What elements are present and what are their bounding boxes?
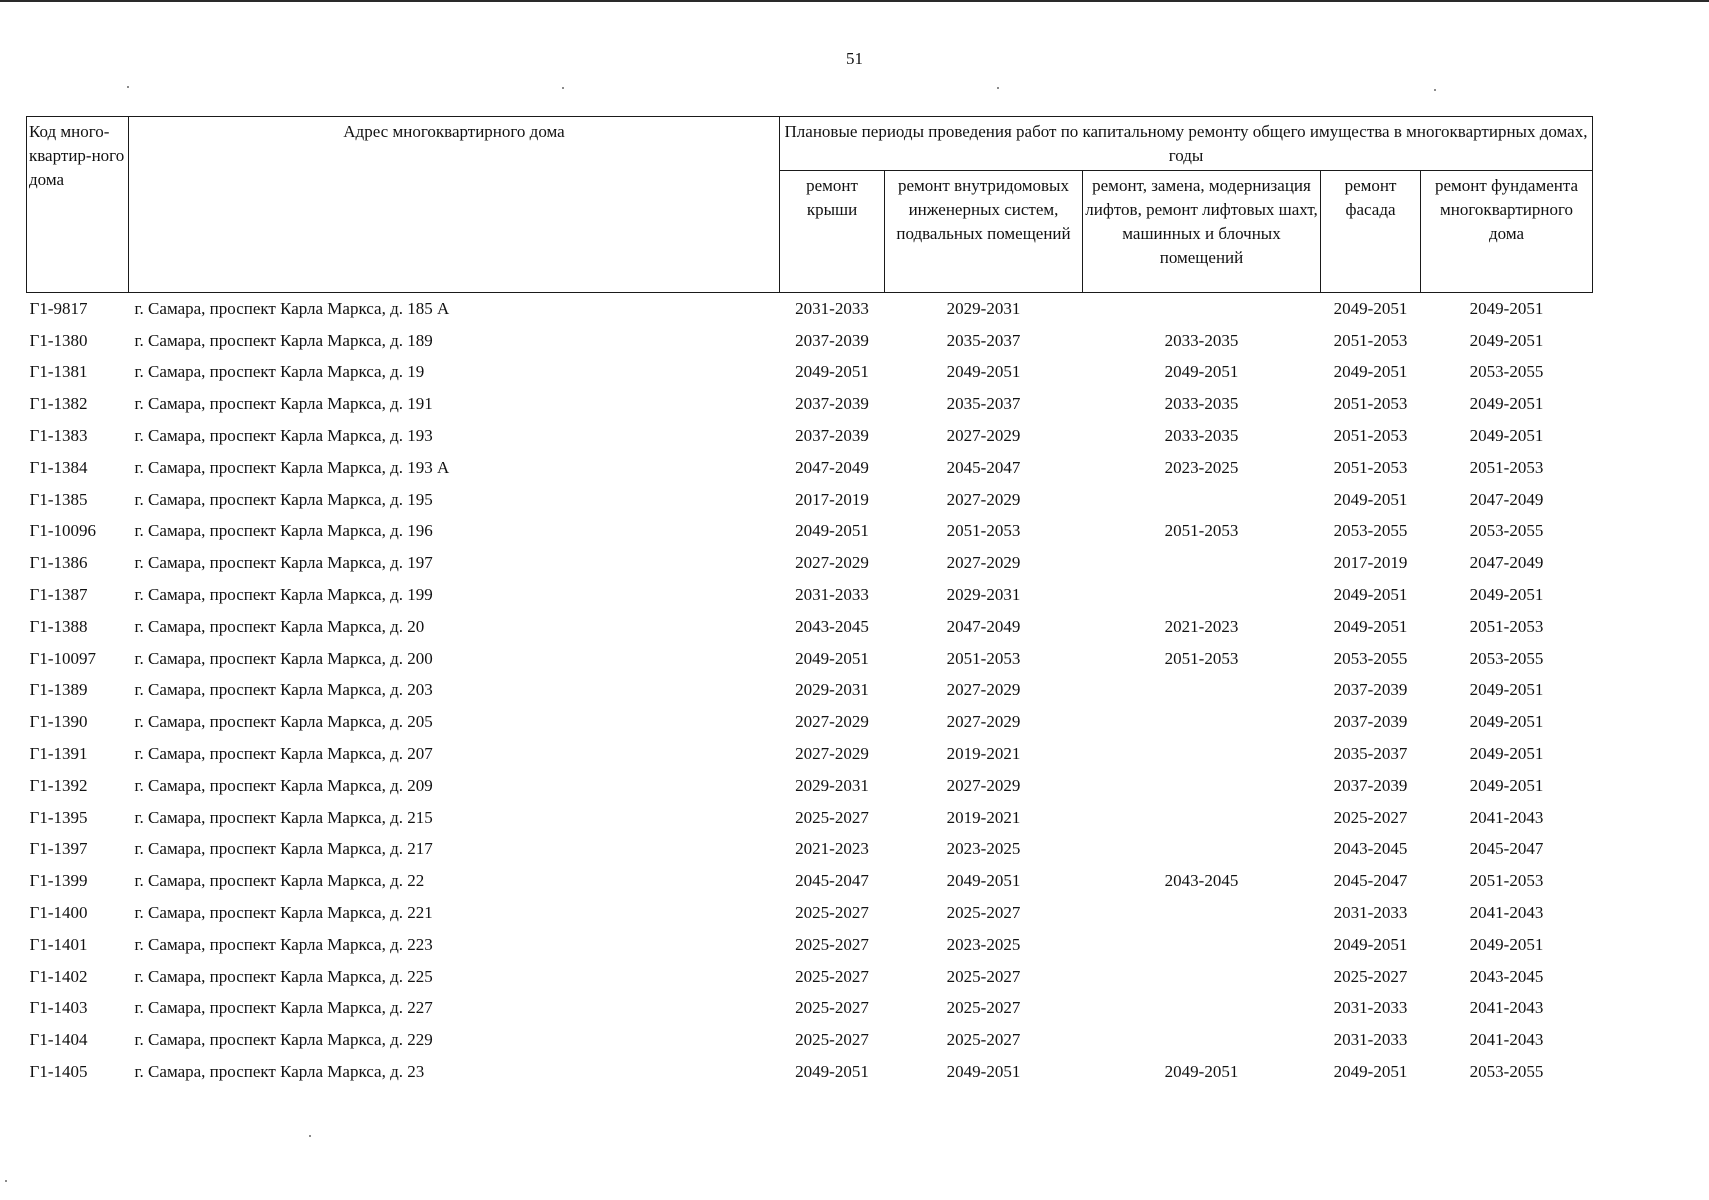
- cell-code: Г1-1390: [29, 712, 88, 732]
- cell-address: г. Самара, проспект Карла Маркса, д. 217: [134, 839, 433, 859]
- cell-code: Г1-10096: [29, 521, 96, 541]
- cell-address: г. Самара, проспект Карла Маркса, д. 185 А: [134, 298, 450, 318]
- cell-facade: 2037-2039: [1333, 712, 1408, 732]
- table-row: [27, 738, 1593, 770]
- cell-facade: 2049-2051: [1333, 616, 1408, 636]
- cell-facade: 2037-2039: [1333, 680, 1408, 700]
- cell-elevators: 2051-2053: [1164, 648, 1239, 668]
- cell-roof: 2025-2027: [795, 998, 869, 1018]
- cell-facade: 2051-2053: [1333, 426, 1408, 446]
- scan-speck: [562, 87, 564, 89]
- cell-elevators: [1083, 738, 1321, 770]
- cell-facade: 2045-2047: [1333, 871, 1408, 891]
- cell-engineering: 2029-2031: [946, 585, 1021, 605]
- cell-engineering: 2029-2031: [946, 298, 1021, 318]
- cell-address: г. Самара, проспект Карла Маркса, д. 22: [134, 871, 425, 891]
- cell-engineering: 2051-2053: [946, 648, 1021, 668]
- cell-foundation: 2051-2053: [1469, 457, 1544, 477]
- cell-foundation: 2053-2055: [1469, 1062, 1544, 1082]
- cell-elevators: [1083, 293, 1321, 325]
- cell-elevators: 2051-2053: [1164, 521, 1239, 541]
- cell-address: г. Самара, проспект Карла Маркса, д. 207: [134, 744, 433, 764]
- cell-engineering: 2025-2027: [946, 998, 1021, 1018]
- header-code: Код много-квартир-ного дома: [27, 117, 129, 293]
- table-row: [27, 897, 1593, 929]
- cell-elevators: [1083, 675, 1321, 707]
- cell-elevators: [1083, 993, 1321, 1025]
- cell-engineering: 2025-2027: [946, 903, 1021, 923]
- cell-foundation: 2049-2051: [1469, 680, 1544, 700]
- cell-elevators: 2021-2023: [1164, 616, 1239, 636]
- cell-facade: 2035-2037: [1333, 744, 1408, 764]
- cell-foundation: 2041-2043: [1469, 1030, 1544, 1050]
- cell-engineering: 2035-2037: [946, 330, 1021, 350]
- table-row: [27, 865, 1593, 897]
- cell-elevators: [1083, 802, 1321, 834]
- table-row: [27, 1024, 1593, 1056]
- cell-code: Г1-1400: [29, 903, 88, 923]
- cell-code: Г1-10097: [29, 648, 96, 668]
- cell-facade: 2049-2051: [1333, 1062, 1408, 1082]
- scan-speck: [127, 86, 129, 88]
- cell-engineering: 2035-2037: [946, 394, 1021, 414]
- cell-facade: 2043-2045: [1333, 839, 1408, 859]
- table-row: [27, 547, 1593, 579]
- table-row: [27, 643, 1593, 675]
- cell-code: Г1-1402: [29, 966, 88, 986]
- cell-code: Г1-1392: [29, 775, 88, 795]
- cell-code: Г1-1385: [29, 489, 88, 509]
- cell-foundation: 2051-2053: [1469, 871, 1544, 891]
- cell-code: Г1-1391: [29, 744, 88, 764]
- table-row: [27, 770, 1593, 802]
- cell-roof: 2045-2047: [795, 871, 869, 891]
- table-row: [27, 452, 1593, 484]
- cell-foundation: 2049-2051: [1469, 712, 1544, 732]
- table-row: [27, 611, 1593, 643]
- cell-address: г. Самара, проспект Карла Маркса, д. 200: [134, 648, 433, 668]
- cell-address: г. Самара, проспект Карла Маркса, д. 215: [134, 807, 433, 827]
- table-row: [27, 929, 1593, 961]
- scan-speck: [1434, 89, 1436, 91]
- cell-engineering: 2027-2029: [946, 553, 1021, 573]
- cell-address: г. Самара, проспект Карла Маркса, д. 195: [134, 489, 433, 509]
- cell-roof: 2029-2031: [795, 775, 869, 795]
- header-facade: ремонт фасада: [1321, 171, 1421, 293]
- table-row: [27, 834, 1593, 866]
- cell-roof: 2025-2027: [795, 903, 869, 923]
- header-roof: ремонт крыши: [780, 171, 885, 293]
- cell-foundation: 2049-2051: [1469, 775, 1544, 795]
- cell-roof: 2025-2027: [795, 934, 869, 954]
- cell-address: г. Самара, проспект Карла Маркса, д. 197: [134, 553, 433, 573]
- cell-elevators: 2023-2025: [1164, 457, 1239, 477]
- cell-roof: 2031-2033: [795, 585, 869, 605]
- cell-facade: 2031-2033: [1333, 998, 1408, 1018]
- cell-engineering: 2051-2053: [946, 521, 1021, 541]
- cell-elevators: [1083, 706, 1321, 738]
- table-body: [27, 293, 1593, 1088]
- cell-engineering: 2023-2025: [946, 839, 1021, 859]
- cell-elevators: 2043-2045: [1164, 871, 1239, 891]
- cell-code: Г1-1381: [29, 362, 88, 382]
- cell-code: Г1-1404: [29, 1030, 88, 1050]
- cell-roof: 2049-2051: [795, 1062, 869, 1082]
- cell-facade: 2049-2051: [1333, 489, 1408, 509]
- cell-foundation: 2047-2049: [1469, 553, 1544, 573]
- cell-elevators: 2033-2035: [1164, 394, 1239, 414]
- table-header: [27, 117, 1593, 293]
- cell-elevators: 2049-2051: [1164, 362, 1239, 382]
- cell-facade: 2049-2051: [1333, 362, 1408, 382]
- cell-elevators: [1083, 897, 1321, 929]
- cell-engineering: 2047-2049: [946, 616, 1021, 636]
- cell-roof: 2043-2045: [795, 616, 869, 636]
- cell-roof: 2031-2033: [795, 298, 869, 318]
- cell-address: г. Самара, проспект Карла Маркса, д. 223: [134, 934, 433, 954]
- cell-roof: 2025-2027: [795, 966, 869, 986]
- cell-engineering: 2025-2027: [946, 966, 1021, 986]
- cell-facade: 2025-2027: [1333, 966, 1408, 986]
- cell-code: Г1-1389: [29, 680, 88, 700]
- cell-address: г. Самара, проспект Карла Маркса, д. 19: [134, 362, 425, 382]
- cell-address: г. Самара, проспект Карла Маркса, д. 227: [134, 998, 433, 1018]
- cell-roof: 2029-2031: [795, 680, 869, 700]
- cell-elevators: [1083, 547, 1321, 579]
- cell-foundation: 2041-2043: [1469, 807, 1544, 827]
- cell-address: г. Самара, проспект Карла Маркса, д. 20: [134, 616, 425, 636]
- cell-roof: 2017-2019: [795, 489, 869, 509]
- cell-roof: 2049-2051: [795, 648, 869, 668]
- cell-roof: 2025-2027: [795, 807, 869, 827]
- cell-foundation: 2053-2055: [1469, 362, 1544, 382]
- cell-roof: 2037-2039: [795, 330, 869, 350]
- table-row: [27, 993, 1593, 1025]
- cell-engineering: 2025-2027: [946, 1030, 1021, 1050]
- header-engineering: ремонт внутридомовых инженерных систем, подвальных помещений: [885, 171, 1083, 293]
- cell-foundation: 2047-2049: [1469, 489, 1544, 509]
- cell-engineering: 2027-2029: [946, 775, 1021, 795]
- cell-foundation: 2049-2051: [1469, 330, 1544, 350]
- cell-engineering: 2023-2025: [946, 934, 1021, 954]
- cell-elevators: [1083, 1024, 1321, 1056]
- page-top-border: [0, 0, 1709, 2]
- cell-facade: 2051-2053: [1333, 330, 1408, 350]
- cell-foundation: 2043-2045: [1469, 966, 1544, 986]
- cell-facade: 2053-2055: [1333, 521, 1408, 541]
- scan-speck: [309, 1135, 311, 1137]
- table-row: [27, 706, 1593, 738]
- cell-roof: 2021-2023: [795, 839, 869, 859]
- cell-address: г. Самара, проспект Карла Маркса, д. 193: [134, 426, 433, 446]
- cell-address: г. Самара, проспект Карла Маркса, д. 203: [134, 680, 433, 700]
- cell-foundation: 2053-2055: [1469, 521, 1544, 541]
- cell-code: Г1-1403: [29, 998, 88, 1018]
- cell-engineering: 2045-2047: [946, 457, 1021, 477]
- header-address: Адрес многоквартирного дома: [129, 117, 780, 293]
- cell-code: Г1-1395: [29, 807, 88, 827]
- cell-facade: 2053-2055: [1333, 648, 1408, 668]
- cell-facade: 2049-2051: [1333, 585, 1408, 605]
- capital-repair-table: [26, 116, 1593, 1088]
- cell-foundation: 2049-2051: [1469, 585, 1544, 605]
- cell-foundation: 2049-2051: [1469, 298, 1544, 318]
- page-number: 51: [846, 49, 863, 68]
- cell-code: Г1-1386: [29, 553, 88, 573]
- header-foundation: ремонт фундамента многоквартирного дома: [1421, 171, 1593, 293]
- cell-engineering: 2049-2051: [946, 1062, 1021, 1082]
- cell-roof: 2047-2049: [795, 457, 869, 477]
- cell-engineering: 2019-2021: [946, 744, 1021, 764]
- cell-code: Г1-1384: [29, 457, 88, 477]
- cell-roof: 2025-2027: [795, 1030, 869, 1050]
- cell-code: Г1-1387: [29, 585, 88, 605]
- cell-code: Г1-1382: [29, 394, 88, 414]
- cell-facade: 2049-2051: [1333, 934, 1408, 954]
- table-row: [27, 802, 1593, 834]
- table-row: [27, 579, 1593, 611]
- cell-foundation: 2041-2043: [1469, 998, 1544, 1018]
- cell-elevators: [1083, 834, 1321, 866]
- cell-code: Г1-9817: [29, 298, 88, 318]
- cell-facade: 2031-2033: [1333, 903, 1408, 923]
- cell-elevators: 2033-2035: [1164, 330, 1239, 350]
- cell-foundation: 2045-2047: [1469, 839, 1544, 859]
- scan-speck: [5, 1180, 7, 1182]
- table-row: [27, 388, 1593, 420]
- cell-code: Г1-1388: [29, 616, 88, 636]
- cell-address: г. Самара, проспект Карла Маркса, д. 225: [134, 966, 433, 986]
- cell-foundation: 2041-2043: [1469, 903, 1544, 923]
- cell-facade: 2051-2053: [1333, 394, 1408, 414]
- cell-code: Г1-1405: [29, 1062, 88, 1082]
- cell-address: г. Самара, проспект Карла Маркса, д. 196: [134, 521, 433, 541]
- cell-code: Г1-1380: [29, 330, 88, 350]
- cell-engineering: 2049-2051: [946, 871, 1021, 891]
- cell-elevators: 2033-2035: [1164, 426, 1239, 446]
- cell-elevators: 2049-2051: [1164, 1062, 1239, 1082]
- cell-foundation: 2049-2051: [1469, 934, 1544, 954]
- cell-elevators: [1083, 929, 1321, 961]
- header-elevators: ремонт, замена, модернизация лифтов, ремонт лифтовых шахт, машинных и блочных помещений: [1083, 171, 1321, 293]
- table-row: [27, 293, 1593, 325]
- cell-code: Г1-1399: [29, 871, 88, 891]
- cell-roof: 2027-2029: [795, 744, 869, 764]
- header-periods: Плановые периоды проведения работ по капитальному ремонту общего имущества в многоквартирных домах, годы: [780, 117, 1593, 171]
- table-row: [27, 357, 1593, 389]
- table-row: [27, 961, 1593, 993]
- cell-facade: 2051-2053: [1333, 457, 1408, 477]
- cell-elevators: [1083, 770, 1321, 802]
- cell-address: г. Самара, проспект Карла Маркса, д. 229: [134, 1030, 433, 1050]
- cell-roof: 2027-2029: [795, 712, 869, 732]
- cell-address: г. Самара, проспект Карла Маркса, д. 23: [134, 1062, 425, 1082]
- cell-address: г. Самара, проспект Карла Маркса, д. 189: [134, 330, 433, 350]
- cell-elevators: [1083, 484, 1321, 516]
- cell-address: г. Самара, проспект Карла Маркса, д. 221: [134, 903, 433, 923]
- cell-roof: 2049-2051: [795, 521, 869, 541]
- cell-engineering: 2049-2051: [946, 362, 1021, 382]
- cell-foundation: 2051-2053: [1469, 616, 1544, 636]
- cell-address: г. Самара, проспект Карла Маркса, д. 209: [134, 775, 433, 795]
- cell-code: Г1-1401: [29, 934, 88, 954]
- cell-address: г. Самара, проспект Карла Маркса, д. 199: [134, 585, 433, 605]
- cell-engineering: 2027-2029: [946, 680, 1021, 700]
- cell-engineering: 2019-2021: [946, 807, 1021, 827]
- cell-address: г. Самара, проспект Карла Маркса, д. 191: [134, 394, 433, 414]
- table-row: [27, 325, 1593, 357]
- cell-code: Г1-1397: [29, 839, 88, 859]
- cell-elevators: [1083, 579, 1321, 611]
- cell-roof: 2027-2029: [795, 553, 869, 573]
- cell-roof: 2049-2051: [795, 362, 869, 382]
- cell-engineering: 2027-2029: [946, 712, 1021, 732]
- table-row: [27, 420, 1593, 452]
- cell-foundation: 2049-2051: [1469, 426, 1544, 446]
- cell-foundation: 2049-2051: [1469, 394, 1544, 414]
- cell-roof: 2037-2039: [795, 426, 869, 446]
- cell-facade: 2049-2051: [1333, 298, 1408, 318]
- cell-facade: 2017-2019: [1333, 553, 1408, 573]
- cell-foundation: 2053-2055: [1469, 648, 1544, 668]
- cell-elevators: [1083, 961, 1321, 993]
- cell-address: г. Самара, проспект Карла Маркса, д. 205: [134, 712, 433, 732]
- table-row: [27, 675, 1593, 707]
- cell-facade: 2031-2033: [1333, 1030, 1408, 1050]
- table-row: [27, 516, 1593, 548]
- cell-roof: 2037-2039: [795, 394, 869, 414]
- table-row: [27, 1056, 1593, 1088]
- cell-facade: 2025-2027: [1333, 807, 1408, 827]
- table-row: [27, 484, 1593, 516]
- cell-engineering: 2027-2029: [946, 489, 1021, 509]
- cell-address: г. Самара, проспект Карла Маркса, д. 193 А: [134, 457, 450, 477]
- cell-code: Г1-1383: [29, 426, 88, 446]
- cell-foundation: 2049-2051: [1469, 744, 1544, 764]
- cell-engineering: 2027-2029: [946, 426, 1021, 446]
- scan-speck: [997, 87, 999, 89]
- cell-facade: 2037-2039: [1333, 775, 1408, 795]
